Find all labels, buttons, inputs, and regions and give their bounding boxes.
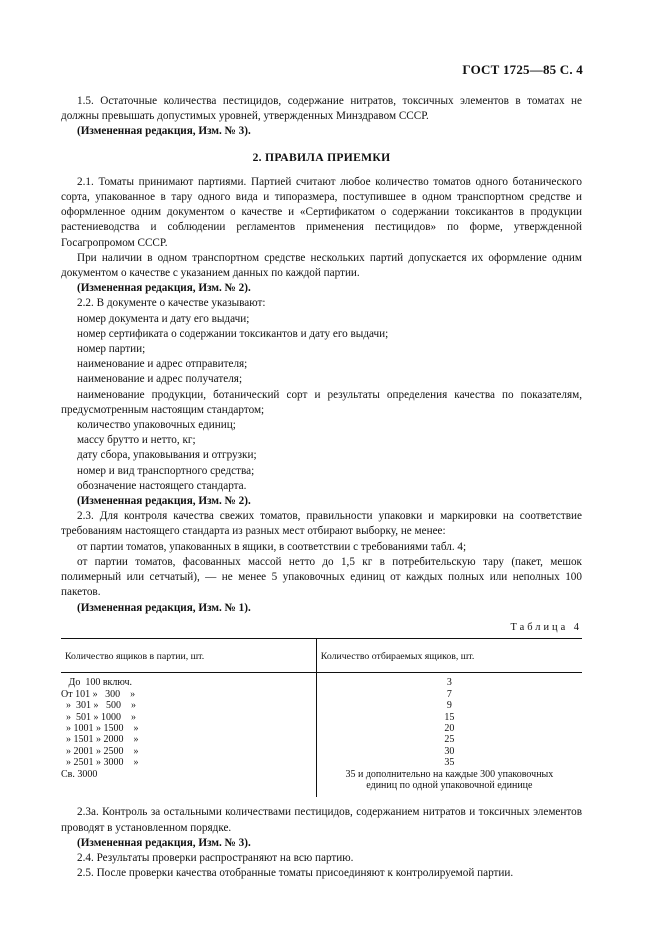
paragraph-2-3-boxes: от партии томатов, упакованных в ящики, в соответствии с требованиями табл. 4; xyxy=(77,540,467,553)
amendment-note: (Измененная редакция, Изм. № 3). xyxy=(77,836,251,849)
table-cell: От 101 » 300 » xyxy=(61,688,136,700)
list-item: обозначение настоящего стандарта. xyxy=(77,479,247,492)
section-title: 2. ПРАВИЛА ПРИЕМКИ xyxy=(252,150,391,164)
list-item: массу брутто и нетто, кг; xyxy=(77,434,196,447)
table-caption: Таблица 4 xyxy=(510,621,582,633)
list-item: номер и вид транспортного средства; xyxy=(77,464,255,477)
table-cell: 9 xyxy=(446,700,452,712)
list-item: номер документа и дату его выдачи; xyxy=(77,312,250,325)
amendment-note: (Измененная редакция, Изм. № 3). xyxy=(77,125,251,138)
list-item: наименование продукции, ботанический сорт и результаты определения качества по показателям, предусмотренным настоящим стандартом; xyxy=(61,388,582,416)
table-cell: » 301 » 500 » xyxy=(61,700,136,712)
list-item: номер сертификата о содержании токсикантов и дату его выдачи; xyxy=(77,327,389,340)
paragraph-2-1: 2.1. Томаты принимают партиями. Партией считают любое количество томатов одного ботанического сорта, упакованное в тару одного вида и типоразмера, поступившее в одном транспортном средстве и оформленное одним документом о качестве и «Сертификатом о содержании токсикантов в продукции растениеводства и соблюдении регламентов применения пестицидов» по форме, утвержденной Госагропромом СССР. xyxy=(61,175,582,249)
table-cell: 15 xyxy=(444,711,455,723)
table-cell: 25 xyxy=(444,734,455,746)
table-col-sampled xyxy=(316,673,582,798)
paragraph-2-3: 2.3. Для контроля качества свежих томатов, правильности упаковки и маркировки на соответствие требованиям настоящего стандарта из разных мест отбирают выборку, не менее: xyxy=(61,510,582,538)
amendment-note: (Измененная редакция, Изм. № 2). xyxy=(77,282,251,295)
list-item: наименование и адрес получателя; xyxy=(77,373,243,386)
table-cell: 7 xyxy=(446,688,452,700)
paragraph-2-1-note: При наличии в одном транспортном средстве нескольких партий допускается их оформление одним документом о качестве с указанием данных по каждой партии. xyxy=(61,251,582,280)
list-item: дату сбора, упаковывания и отгрузки; xyxy=(77,449,257,462)
list-item: номер партии; xyxy=(77,343,146,356)
paragraph-1-5: 1.5. Остаточные количества пестицидов, содержание нитратов, токсичных элементов в томатах не должны превышать допустимых уровней, утвержденных Минздравом СССР. xyxy=(61,95,582,123)
paragraph-2-2: 2.2. В документе о качестве указывают: xyxy=(77,297,266,310)
list-item: наименование и адрес отправителя; xyxy=(77,358,248,371)
table-cell: Св. 3000 xyxy=(61,768,98,780)
amendment-note: (Измененная редакция, Изм. № 1). xyxy=(77,601,251,614)
document-body xyxy=(61,94,582,881)
page-header: ГОСТ 1725—85 С. 4 xyxy=(462,62,583,77)
paragraph-2-4: 2.4. Результаты проверки распространяют на всю партию. xyxy=(77,851,354,864)
sampling-table xyxy=(61,638,582,797)
table-cell: 30 xyxy=(444,745,455,757)
paragraph-2-3-packs: от партии томатов, фасованных массой нетто до 1,5 кг в потребительскую тару (пакет, мешок полимерный или сетчатый), — не менее 5 упаковочных единиц от каждых полных или неполных 100 пакетов. xyxy=(61,555,582,599)
table-cell: 3 xyxy=(446,677,452,689)
amendment-note: (Измененная редакция, Изм. № 2). xyxy=(77,495,251,508)
table-col-boxes xyxy=(61,673,316,798)
table-cell: 35 и дополнительно на каждые 300 упаковочных единиц по одной упаковочной единице xyxy=(345,768,554,791)
table-cell: » 501 » 1000 » xyxy=(61,711,136,723)
paragraph-2-5: 2.5. После проверки качества отобранные томаты присоединяют к контролируемой партии. xyxy=(77,867,514,880)
table-header-boxes: Количество ящиков в партии, шт. xyxy=(61,638,316,672)
list-item: количество упаковочных единиц; xyxy=(77,419,236,432)
table-cell: 20 xyxy=(444,722,455,734)
table-cell: До 100 включ. xyxy=(61,677,133,689)
table-header-row xyxy=(61,638,582,672)
table-cell: » 1501 » 2000 » xyxy=(61,734,139,746)
table-cell: » 2001 » 2500 » xyxy=(61,745,139,757)
paragraph-2-3a: 2.3а. Контроль за остальными количествами пестицидов, содержанием нитратов и токсичных элементов проводят в установленном порядке. xyxy=(61,806,582,834)
table-header-sampled: Количество отбираемых ящиков, шт. xyxy=(316,638,582,672)
table-cell: » 2501 » 3000 » xyxy=(61,757,139,769)
table-cell: » 1001 » 1500 » xyxy=(61,722,139,734)
table-body-row xyxy=(61,673,582,798)
table-cell: 35 xyxy=(444,757,455,769)
list-2-2 xyxy=(61,312,582,494)
